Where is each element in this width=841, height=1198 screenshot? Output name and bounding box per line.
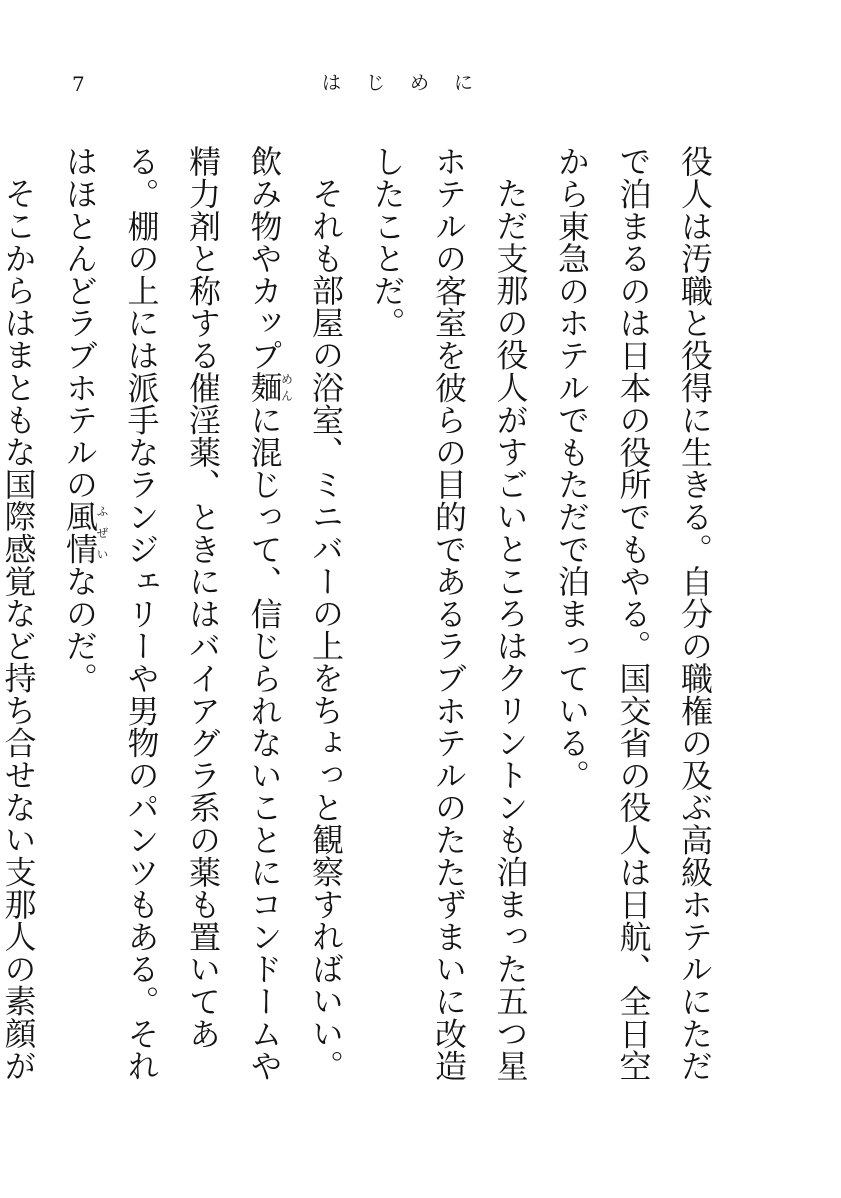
ruby-men	[245, 371, 294, 404]
paragraph-2-text-a: ただ支那の役人がすごいところはクリントンも泊まった五つ星ホテルの客室を彼らの目的であるラブホテルのたたずまいに改造したことだ。	[368, 145, 530, 1082]
paragraph-3-text-c: なのだ。	[61, 564, 99, 695]
paragraph-3-text-b: に混じって、信じられないことにコンドームや精力剤と称する催淫薬、ときにはバイアグラ系の薬も置いてある。棚の上には派手なランジェリーや男物のパンツもある。それはほとんどラブホテルの	[61, 145, 284, 1082]
page-number: 7	[72, 72, 85, 96]
paragraph-4	[0, 145, 49, 1105]
paragraph-1-text: 役人は汚職と役得に生きる。自分の職権の及ぶ高級ホテルにただで泊まるのは日本の役所でもやる。国交省の役人は日航、全日空から東急のホテルでもただで泊まっている。	[553, 145, 714, 1082]
ruby-men-base: 麺	[245, 371, 284, 404]
paragraph-1	[541, 145, 726, 1105]
paragraph-3-text-a: それも部屋の浴室、ミニバーの上をちょっと観察すればいい。飲み物やカップ	[245, 145, 345, 1082]
ruby-men-reading: めん	[279, 371, 294, 404]
paragraph-4-text-a: そこからはまともな国際感覚など持ち合せない支那人の素顔が	[0, 177, 38, 1082]
ruby-fuzei-base: 風情	[61, 500, 99, 565]
paragraph-3	[49, 145, 357, 1105]
ruby-fuzei	[61, 500, 109, 565]
running-title: はじめに	[322, 72, 499, 94]
paragraph-2	[356, 145, 541, 1105]
ruby-fuzei-reading: ふぜい	[95, 500, 109, 565]
body-text	[0, 145, 725, 1105]
